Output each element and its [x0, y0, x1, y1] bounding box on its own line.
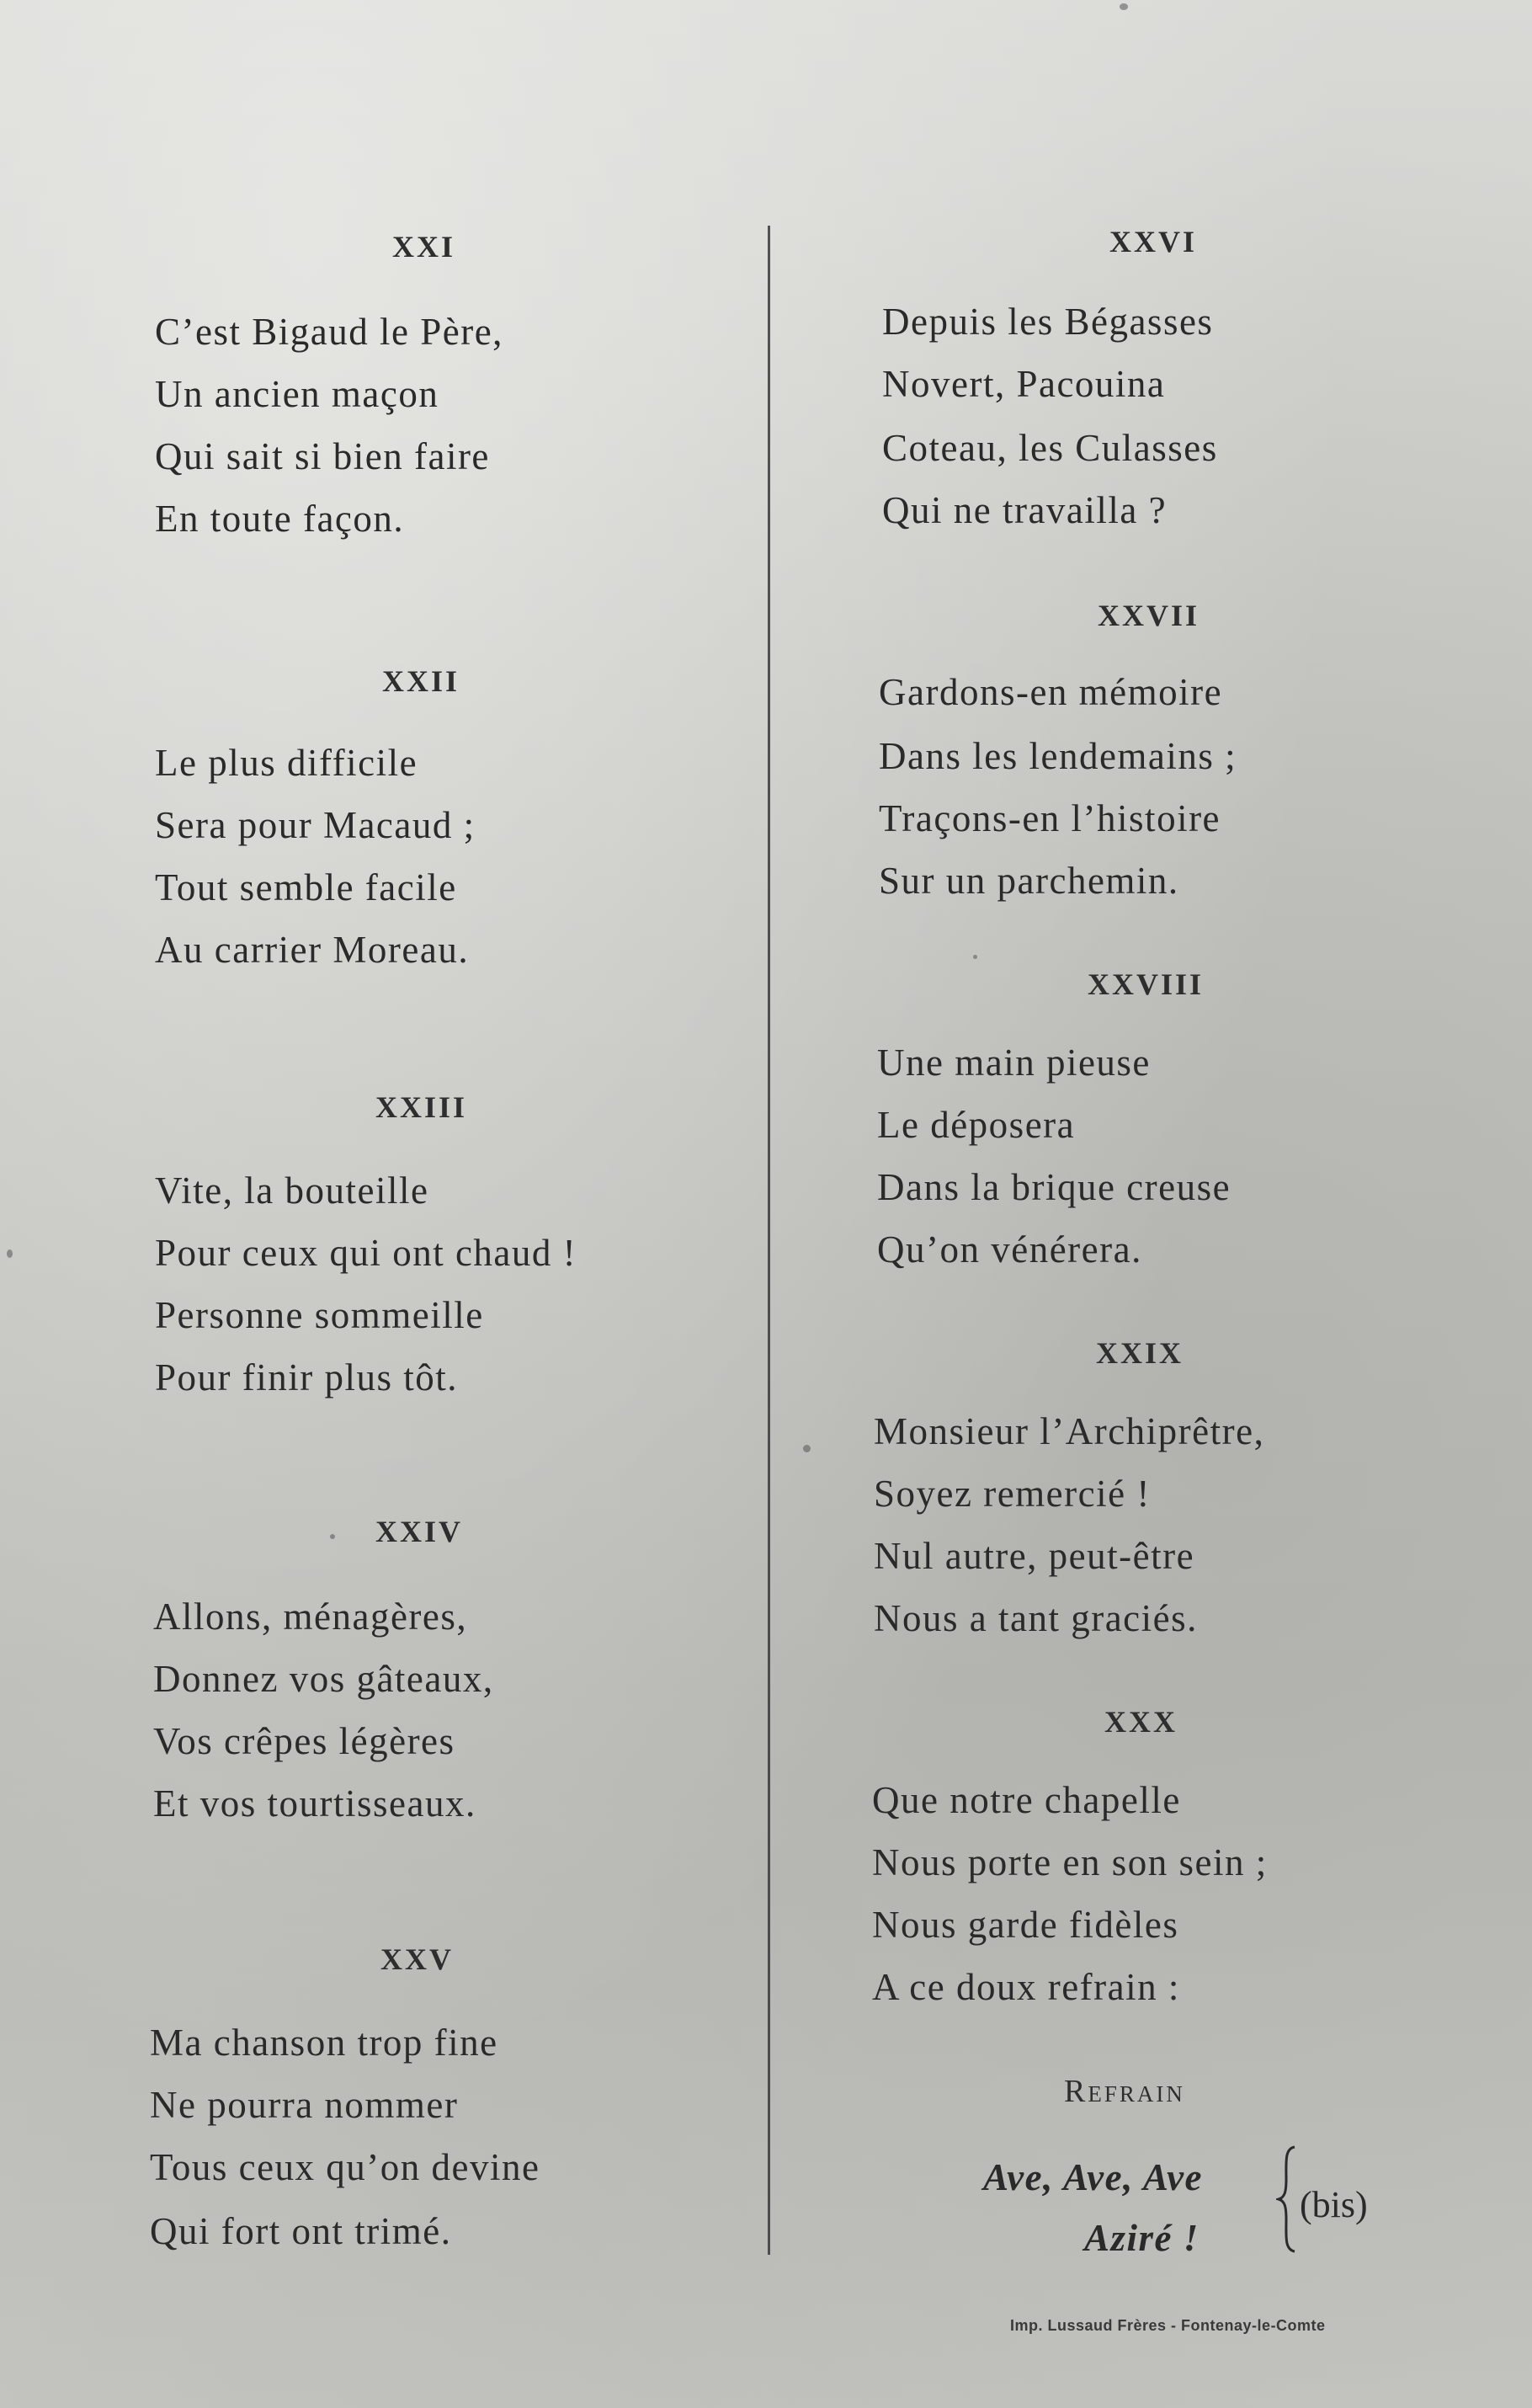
verse-line: Le déposera — [877, 1104, 1076, 1146]
verse-line: Le plus difficile — [155, 742, 418, 784]
verse-line: Qui sait si bien faire — [155, 435, 490, 477]
verse-line: Qu’on vénérera. — [877, 1228, 1142, 1271]
column-divider — [768, 226, 770, 2255]
verse-line: Nous a tant graciés. — [874, 1597, 1198, 1639]
printer-imprint: Imp. Lussaud Frères - Fontenay-le-Comte — [1010, 2317, 1326, 2334]
verse-line: Un ancien maçon — [155, 373, 439, 415]
stanza-number: XXIII — [375, 1090, 468, 1124]
verse-line: Dans les lendemains ; — [879, 735, 1237, 777]
ink-speck — [1120, 3, 1128, 10]
verse-line: C’est Bigaud le Père, — [155, 311, 503, 353]
verse-line: Tout semble facile — [155, 866, 457, 908]
verse-line: Qui fort ont trimé. — [150, 2210, 452, 2252]
ink-speck — [973, 955, 977, 959]
ink-speck — [803, 1445, 811, 1452]
verse-line: Tous ceux qu’on devine — [150, 2146, 540, 2188]
stanza-number: XXVI — [1109, 225, 1198, 258]
verse-line: Traçons-en l’histoire — [879, 797, 1221, 839]
verse-line: Qui ne travailla ? — [882, 489, 1168, 531]
verse-line: Vos crêpes légères — [153, 1720, 455, 1762]
stanza-number: XXI — [392, 230, 456, 264]
verse-line: Soyez remercié ! — [874, 1473, 1151, 1515]
verse-line: Pour finir plus tôt. — [155, 1356, 459, 1398]
ink-speck — [330, 1534, 335, 1539]
verse-line: Ne pourra nommer — [150, 2084, 459, 2126]
stanza-number: XXII — [382, 664, 460, 698]
verse-line: Novert, Pacouina — [882, 363, 1166, 405]
verse-line: Que notre chapelle — [872, 1779, 1181, 1821]
verse-line: Donnez vos gâteaux, — [153, 1658, 494, 1700]
stanza-number: XXVIII — [1088, 967, 1205, 1001]
verse-line: Une main pieuse — [877, 1042, 1151, 1084]
verse-line: En toute façon. — [155, 498, 405, 540]
verse-line: Gardons-en mémoire — [879, 671, 1223, 713]
refrain-line: Ave, Ave, Ave — [983, 2156, 1204, 2198]
stanza-number: XXVII — [1098, 599, 1200, 632]
verse-line: Nul autre, peut-être — [874, 1535, 1195, 1577]
verse-line: Coteau, les Culasses — [882, 427, 1218, 469]
stanza-number: XXIV — [375, 1515, 464, 1548]
curly-brace-icon — [1276, 2145, 1298, 2253]
refrain-title: Refrain — [1064, 2074, 1185, 2109]
verse-line: Dans la brique creuse — [877, 1166, 1231, 1208]
verse-line: Sera pour Macaud ; — [155, 804, 476, 846]
verse-line: Pour ceux qui ont chaud ! — [155, 1232, 577, 1274]
repeat-mark: (bis) — [1300, 2184, 1368, 2225]
verse-line: Allons, ménagères, — [153, 1596, 468, 1638]
verse-line: Nous porte en son sein ; — [872, 1841, 1268, 1883]
verse-line: Monsieur l’Archiprêtre, — [874, 1410, 1265, 1452]
verse-line: A ce doux refrain : — [872, 1966, 1180, 2008]
verse-line: Sur un parchemin. — [879, 860, 1179, 902]
verse-line: Vite, la bouteille — [155, 1169, 429, 1212]
verse-line: Nous garde fidèles — [872, 1904, 1179, 1946]
refrain-line: Aziré ! — [1084, 2217, 1200, 2259]
stanza-number: XXX — [1104, 1705, 1178, 1739]
verse-line: Au carrier Moreau. — [155, 929, 470, 971]
verse-line: Depuis les Bégasses — [882, 301, 1214, 343]
verse-line: Ma chanson trop fine — [150, 2022, 498, 2064]
stanza-number: XXIX — [1096, 1336, 1184, 1370]
verse-line: Et vos tourtisseaux. — [153, 1782, 476, 1825]
ink-speck — [7, 1249, 13, 1258]
verse-line: Personne sommeille — [155, 1294, 484, 1336]
stanza-number: XXV — [380, 1942, 454, 1976]
